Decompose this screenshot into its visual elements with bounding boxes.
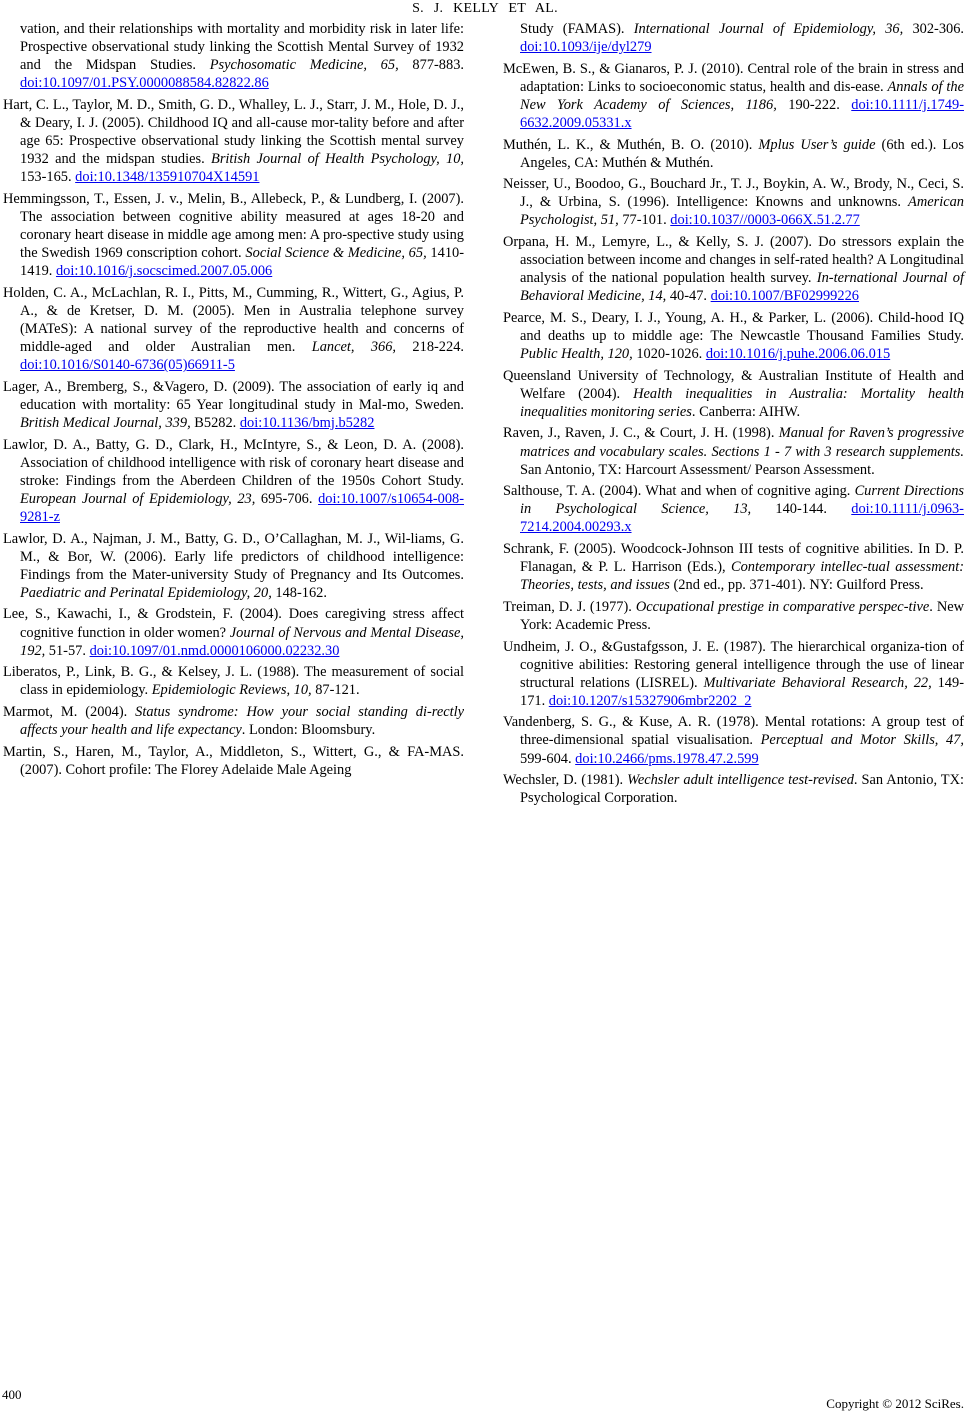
reference-entry	[3, 284, 464, 374]
reference-entry	[3, 743, 464, 779]
reference-source-italic: Health inequalities in Australia: Mortality health inequalities monitoring series	[520, 385, 964, 420]
copyright-notice: Copyright © 2012 SciRes.	[826, 1396, 964, 1411]
reference-text: 695-706.	[255, 490, 319, 507]
reference-text: B5282.	[190, 414, 240, 431]
reference-source-italic: In-ternational Journal of Behavioral Medicine, 14,	[520, 270, 964, 305]
reference-entry	[503, 136, 964, 172]
reference-text: 51-57.	[45, 642, 90, 659]
reference-text: Raven, J., Raven, J. C., & Court, J. H. (1998).	[503, 425, 779, 442]
reference-text: Orpana, H. M., Lemyre, L., & Kelly, S. J. (2007). Do stressors explain the association between income and changes in self-rated health? A Longitudinal analysis of the national population health survey.	[503, 234, 964, 287]
reference-entry	[3, 96, 464, 186]
reference-text: 302-306.	[903, 21, 965, 37]
doi-link[interactable]: doi:10.1097/01.PSY.0000088584.82822.86	[20, 75, 269, 92]
reference-entry	[503, 771, 964, 807]
reference-entry	[503, 175, 964, 229]
reference-source-italic: Current Directions in Psychological Science, 13,	[520, 483, 965, 518]
reference-text: 877-883.	[398, 57, 464, 74]
reference-text: 1020-1026.	[632, 346, 706, 363]
running-header: S. J. KELLY ET AL.	[412, 1, 558, 16]
doi-link[interactable]: doi:10.1097/01.nmd.0000106000.02232.30	[89, 642, 340, 659]
reference-text: vation, and their relationships with mortality and morbidity risk in later life: Prospective observational study linking the Scottish Mental Survey of 1932 and the Midspan Studies.	[20, 21, 464, 74]
reference-text: Hart, C. L., Taylor, M. D., Smith, G. D., Whalley, L. J., Starr, J. M., Hole, D. J., & Deary, I. J. (2005). Childhood IQ and all-cause mor-tality before and after age 65: Prospective observational study linking the Scottish mental survey 1932 and the midspan studies.	[3, 96, 464, 168]
reference-source-italic: American Psychologist, 51,	[520, 194, 964, 229]
reference-entry	[3, 436, 464, 526]
reference-text: Marmot, M. (2004).	[3, 703, 136, 720]
reference-text: . Canberra: AIHW.	[691, 403, 801, 420]
reference-source-italic: Epidemiologic Reviews, 10,	[151, 682, 312, 699]
reference-text: 218-224.	[396, 339, 464, 356]
reference-text: 190-222.	[776, 96, 852, 113]
reference-text: 77-101.	[618, 212, 671, 229]
reference-text: Pearce, M. S., Deary, I. J., Young, A. H., & Parker, L. (2006). Child-hood IQ and deaths up to middle age: The Newcastle Thousand Families Study.	[503, 309, 964, 344]
reference-source-italic: Status syndrome: How your social standing di-rectly affects your health and life expectancy	[20, 703, 464, 738]
reference-entry	[3, 20, 464, 92]
reference-text: Holden, C. A., McLachlan, R. I., Pitts, M., Cumming, R., Wittert, G., Agius, P. A., & de Kretser, D. M. (2005). Men in Australia telephone survey (MATeS): A national survey of the reproductive health and concerns of middle-aged and older Australian men.	[3, 284, 464, 356]
reference-text: Neisser, U., Boodoo, G., Bouchard Jr., T. J., Boykin, A. W., Brody, N., Ceci, S. J., & Urbina, S. (1996). Intelligence: Knowns and unknowns.	[503, 176, 964, 211]
reference-text: Schrank, F. (2005). Woodcock-Johnson III tests of cognitive abilities. In D. P. Flanagan, & P. L. Harrison (Eds.),	[503, 541, 964, 576]
reference-entry	[3, 190, 464, 280]
references-column-right	[503, 20, 964, 811]
reference-entry	[503, 20, 964, 56]
reference-source-italic: Mplus User’s guide	[758, 136, 876, 153]
reference-source-italic: Social Science & Medicine, 65,	[245, 245, 427, 262]
reference-text: San Antonio, TX: Harcourt Assessment/ Pearson Assessment.	[520, 461, 875, 478]
doi-link[interactable]: doi:10.1207/s15327906mbr2202_2	[548, 692, 752, 709]
reference-entry	[3, 378, 464, 432]
doi-link[interactable]: doi:10.1348/135910704X14591	[75, 169, 260, 186]
doi-link[interactable]: doi:10.1037//0003-066X.51.2.77	[670, 212, 860, 229]
reference-entry	[503, 598, 964, 634]
references-column-left	[3, 20, 464, 782]
doi-link[interactable]: doi:10.2466/pms.1978.47.2.599	[575, 750, 759, 767]
doi-link[interactable]: doi:10.1007/s10654-008-9281-z	[20, 490, 464, 525]
reference-text: 140-144.	[751, 501, 852, 518]
reference-text: (2nd ed., pp. 371-401). NY: Guilford Press.	[669, 577, 924, 594]
reference-text: Martin, S., Haren, M., Taylor, A., Middleton, S., Wittert, G., & FA-MAS. (2007). Cohort profile: The Florey Adelaide Male Ageing	[3, 743, 464, 778]
reference-entry	[503, 482, 964, 536]
reference-text: Lawlor, D. A., Batty, G. D., Clark, H., McIntyre, S., & Leon, D. A. (2008). Association of childhood intelligence with risk of coronary heart disease and stroke: Findings from the Aberdeen Children of the 1950s Cohort Study.	[3, 436, 464, 489]
reference-text: Study (FAMAS).	[520, 21, 634, 37]
reference-text: Vandenberg, S. G., & Kuse, A. R. (1978). Mental rotations: A group test of three-dimensional spatial visualisation.	[503, 714, 964, 749]
reference-source-italic: Annals of the New York Academy of Sciences, 1186,	[520, 78, 964, 113]
reference-text: Salthouse, T. A. (2004). What and when of cognitive aging.	[503, 483, 855, 500]
reference-source-italic: Journal of Nervous and Mental Disease, 192,	[20, 624, 464, 659]
reference-source-italic: Psychosomatic Medicine, 65,	[209, 57, 399, 74]
reference-text: (6th ed.). Los Angeles, CA: Muthén & Muthén.	[520, 136, 964, 171]
reference-entry	[503, 638, 964, 710]
reference-source-italic: Wechsler adult intelligence test-revised	[627, 772, 854, 789]
page-number: 400	[2, 1387, 22, 1402]
reference-source-italic: Manual for Raven’s progressive matrices and vocabulary scales. Sections 1 - 7 with 3 research supplements.	[520, 425, 964, 460]
reference-source-italic: Public Health, 120,	[520, 346, 633, 363]
reference-source-italic: Contemporary intellec-tual assessment: Theories, tests, and issues	[520, 559, 964, 594]
reference-text: Liberatos, P., Link, B. G., & Kelsey, J. L. (1988). The measurement of social class in epidemiology.	[3, 664, 464, 699]
reference-entry	[503, 424, 964, 478]
reference-source-italic: British Medical Journal, 339,	[20, 414, 191, 431]
reference-entry	[503, 540, 964, 594]
reference-text: Hemmingsson, T., Essen, J. v., Melin, B., Allebeck, P., & Lundberg, I. (2007). The association between cognitive ability measured at ages 18-20 and coronary heart disease in middle age among men: A pro-spective study using the Swedish 1969 conscription cohort.	[3, 190, 464, 262]
reference-text: Lee, S., Kawachi, I., & Grodstein, F. (2004). Does caregiving stress affect cognitive function in older women?	[3, 606, 464, 641]
reference-entry	[3, 530, 464, 602]
doi-link[interactable]: doi:10.1136/bmj.b5282	[239, 414, 375, 431]
reference-text: Lager, A., Bremberg, S., &Vagero, D. (2009). The association of early iq and education with mortality: 65 Year longitudinal study in Mal-mo, Sweden.	[3, 378, 464, 413]
reference-source-italic: International Journal of Epidemiology, 36,	[633, 21, 904, 37]
reference-source-italic: European Journal of Epidemiology, 23,	[20, 490, 256, 507]
doi-link[interactable]: doi:10.1111/j.0963-7214.2004.00293.x	[520, 501, 964, 536]
reference-text: . San Antonio, TX: Psychological Corporation.	[520, 772, 964, 807]
reference-entry	[503, 233, 964, 305]
doi-link[interactable]: doi:10.1111/j.1749-6632.2009.05331.x	[520, 96, 964, 131]
reference-text: Muthén, L. K., & Muthén, B. O. (2010).	[503, 136, 759, 153]
reference-entry	[503, 367, 964, 421]
reference-entry	[503, 60, 964, 132]
reference-entry	[3, 703, 464, 739]
reference-text: 153-165.	[20, 169, 76, 186]
doi-link[interactable]: doi:10.1007/BF02999226	[710, 288, 859, 305]
doi-link[interactable]: doi:10.1016/j.puhe.2006.06.015	[705, 346, 891, 363]
doi-link[interactable]: doi:10.1016/S0140-6736(05)66911-5	[20, 357, 235, 374]
reference-text: Queensland University of Technology, & Australian Institute of Health and Welfare (2004).	[503, 367, 964, 402]
reference-source-italic: Lancet, 366,	[311, 339, 397, 356]
reference-text: . New York: Academic Press.	[520, 598, 964, 633]
reference-source-italic: British Journal of Health Psychology, 10,	[211, 151, 465, 168]
reference-text: 40-47.	[666, 288, 711, 305]
reference-text: Lawlor, D. A., Najman, J. M., Batty, G. D., O’Callaghan, M. J., Wil-liams, G. M., & Bor, W. (2006). Early life predictors of childhood intelligence: Findings from the Mater-university Study of Pregnancy and Its Outcomes.	[3, 530, 464, 583]
reference-text: Treiman, D. J. (1977).	[503, 598, 636, 615]
doi-link[interactable]: doi:10.1016/j.socscimed.2007.05.006	[55, 263, 273, 280]
reference-text: 599-604.	[520, 750, 576, 767]
reference-entry	[503, 713, 964, 767]
reference-text: 148-162.	[271, 584, 327, 601]
reference-entry	[503, 309, 964, 363]
reference-text: 1410-1419.	[20, 245, 465, 280]
reference-source-italic: Multivariate Behavioral Research, 22,	[703, 674, 932, 691]
reference-text: Undheim, J. O., &Gustafgsson, J. E. (1987). The hierarchical organiza-tion of cognitive abilities: Restoring general intelligence through the use of linear structural relations (LISREL).	[503, 638, 964, 691]
doi-link[interactable]: doi:10.1093/ije/dyl279	[520, 39, 652, 56]
reference-text: . London: Bloomsbury.	[241, 721, 376, 738]
reference-text: Wechsler, D. (1981).	[503, 772, 628, 789]
reference-entry	[3, 605, 464, 659]
reference-text: 87-121.	[311, 682, 360, 699]
reference-text: 149-171.	[520, 674, 964, 709]
reference-text: McEwen, B. S., & Gianaros, P. J. (2010). Central role of the brain in stress and adaptation: Links to socioeconomic status, health and dis-ease.	[503, 60, 964, 95]
reference-source-italic: Paediatric and Perinatal Epidemiology, 20,	[20, 584, 272, 601]
reference-source-italic: Perceptual and Motor Skills, 47,	[760, 732, 964, 749]
reference-source-italic: Occupational prestige in comparative perspec-tive	[635, 598, 930, 615]
reference-entry	[3, 663, 464, 699]
